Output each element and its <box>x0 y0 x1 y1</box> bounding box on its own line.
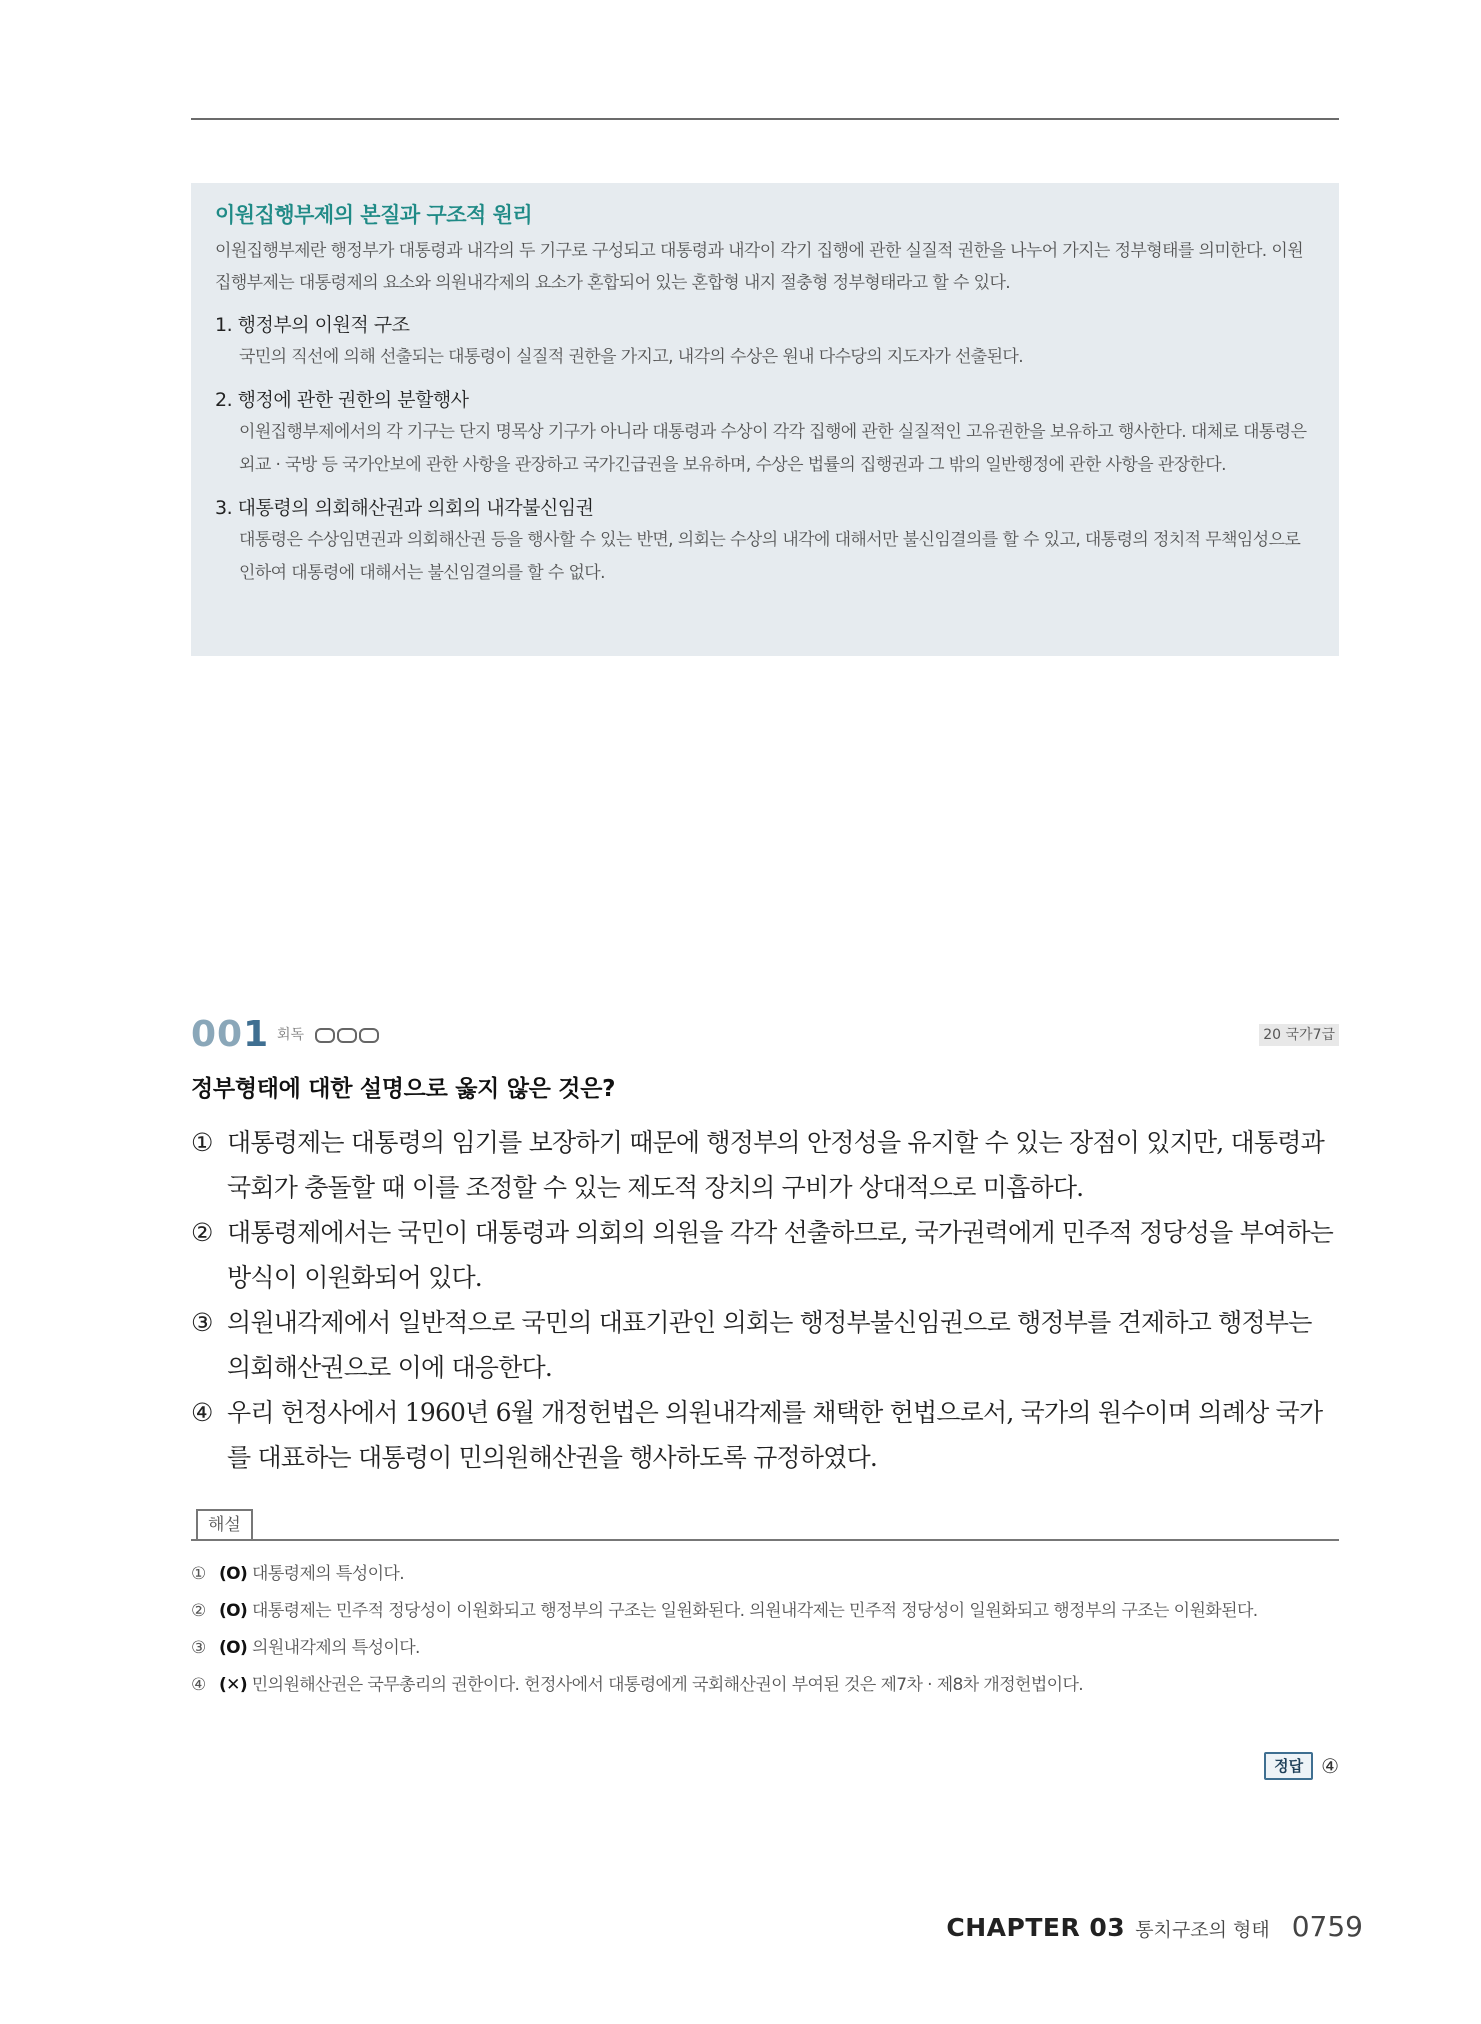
solution-mark: ① <box>191 1564 206 1584</box>
answer-value: ④ <box>1321 1754 1339 1778</box>
solution-text: 의원내각제의 특성이다. <box>252 1638 420 1658</box>
question-number-suffix: 1 <box>243 1014 270 1055</box>
chapter-label: CHAPTER 03 <box>946 1913 1126 1942</box>
solution-item <box>191 1593 1339 1630</box>
option-mark: ② <box>191 1218 213 1247</box>
review-checkbox[interactable] <box>359 1028 379 1043</box>
option-mark: ③ <box>191 1308 213 1337</box>
info-box <box>191 183 1339 656</box>
option-item[interactable] <box>191 1210 1339 1300</box>
review-label: 회독 <box>277 1027 305 1043</box>
solution-list <box>191 1556 1339 1704</box>
solution-verdict: (O) <box>219 1601 248 1621</box>
option-mark: ① <box>191 1128 213 1157</box>
solution-verdict: (O) <box>219 1638 248 1658</box>
page-footer <box>946 1910 1363 1943</box>
solution-mark: ④ <box>191 1675 206 1695</box>
info-section-title: 3. 대통령의 의회해산권과 의회의 내각불신임권 <box>215 497 594 519</box>
question-number-prefix: 00 <box>191 1014 244 1055</box>
solution-verdict: (O) <box>219 1564 248 1584</box>
info-section-body: 이원집행부제에서의 각 기구는 단지 명목상 기구가 아니라 대통령과 수상이 각각 집행에 관한 실질적인 고유권한을 보유하고 행사한다. 대체로 대통령은 외교 · 국방 등 국가안보에 관한 사항을 관장하고 국가긴급권을 보유하며, 수상은 법률의 집행권과 그 밖의 일반행정에 관한 사항을 관장한다. <box>239 422 1307 475</box>
solution-text: 대통령제의 특성이다. <box>252 1564 405 1584</box>
info-section <box>215 492 1313 590</box>
solution-mark: ② <box>191 1601 206 1621</box>
chapter-title: 통치구조의 형태 <box>1135 1919 1270 1941</box>
info-box-title: 이원집행부제의 본질과 구조적 원리 <box>215 203 533 227</box>
solution-text: 대통령제는 민주적 정당성이 이원화되고 행정부의 구조는 일원화된다. 의원내각제는 민주적 정당성이 일원화되고 행정부의 구조는 이원화된다. <box>252 1601 1258 1621</box>
solution-item <box>191 1630 1339 1667</box>
top-divider <box>191 118 1339 120</box>
question-header <box>191 1012 1339 1058</box>
option-item[interactable] <box>191 1300 1339 1390</box>
answer-row <box>1264 1752 1339 1780</box>
solution-text: 민의원해산권은 국무총리의 권한이다. 헌정사에서 대통령에게 국회해산권이 부여된 것은 제7차 · 제8차 개정헌법이다. <box>251 1675 1084 1695</box>
option-text: 대통령제는 대통령의 임기를 보장하기 때문에 행정부의 안정성을 유지할 수 있는 장점이 있지만, 대통령과 국회가 충돌할 때 이를 조정할 수 있는 제도적 장치의 구비가 상대적으로 미흡하다. <box>227 1128 1324 1202</box>
review-checkbox[interactable] <box>337 1028 357 1043</box>
info-section-body: 국민의 직선에 의해 선출되는 대통령이 실질적 권한을 가지고, 내각의 수상은 원내 다수당의 지도자가 선출된다. <box>239 347 1024 367</box>
solution-item <box>191 1556 1339 1593</box>
question-stem: 정부형태에 대한 설명으로 옳지 않은 것은? <box>191 1076 616 1102</box>
solution-header <box>191 1505 1339 1541</box>
option-item[interactable] <box>191 1390 1339 1480</box>
answer-options <box>191 1120 1339 1480</box>
solution-mark: ③ <box>191 1638 206 1658</box>
option-text: 대통령제에서는 국민이 대통령과 의회의 의원을 각각 선출하므로, 국가권력에게 민주적 정당성을 부여하는 방식이 이원화되어 있다. <box>227 1218 1334 1292</box>
info-box-intro: 이원집행부제란 행정부가 대통령과 내각의 두 기구로 구성되고 대통령과 내각이 각기 집행에 관한 실질적 권한을 나누어 가지는 정부형태를 의미한다. 이원집행부제는 대통령제의 요소와 의원내각제의 요소가 혼합되어 있는 혼합형 내지 절충형 정부형태라고 할 수 있다. <box>215 241 1304 293</box>
solution-verdict: (✕) <box>219 1675 247 1695</box>
info-section-title: 2. 행정에 관한 권한의 분할행사 <box>215 389 469 411</box>
solution-item <box>191 1667 1339 1704</box>
info-section <box>215 384 1313 482</box>
review-checkboxes <box>315 1028 379 1043</box>
question-number <box>191 1012 269 1058</box>
info-section-title: 1. 행정부의 이원적 구조 <box>215 314 410 336</box>
option-text: 의원내각제에서 일반적으로 국민의 대표기관인 의회는 행정부불신임권으로 행정부를 견제하고 행정부는 의회해산권으로 이에 대응한다. <box>227 1308 1312 1382</box>
info-section <box>215 309 1313 374</box>
option-text: 우리 헌정사에서 1960년 6월 개정헌법은 의원내각제를 채택한 헌법으로서, 국가의 원수이며 의례상 국가를 대표하는 대통령이 민의원해산권을 행사하도록 규정하였다. <box>227 1398 1323 1472</box>
option-mark: ④ <box>191 1398 213 1427</box>
option-item[interactable] <box>191 1120 1339 1210</box>
exam-source-badge: 20 국가7급 <box>1259 1024 1339 1046</box>
info-section-body: 대통령은 수상임면권과 의회해산권 등을 행사할 수 있는 반면, 의회는 수상의 내각에 대해서만 불신임결의를 할 수 있고, 대통령의 정치적 무책임성으로 인하여 대통령에 대해서는 불신임결의를 할 수 없다. <box>239 530 1301 583</box>
solution-tab: 해설 <box>196 1509 253 1539</box>
review-checkbox[interactable] <box>315 1028 335 1043</box>
answer-label: 정답 <box>1264 1752 1313 1780</box>
page-number: 0759 <box>1291 1910 1363 1943</box>
